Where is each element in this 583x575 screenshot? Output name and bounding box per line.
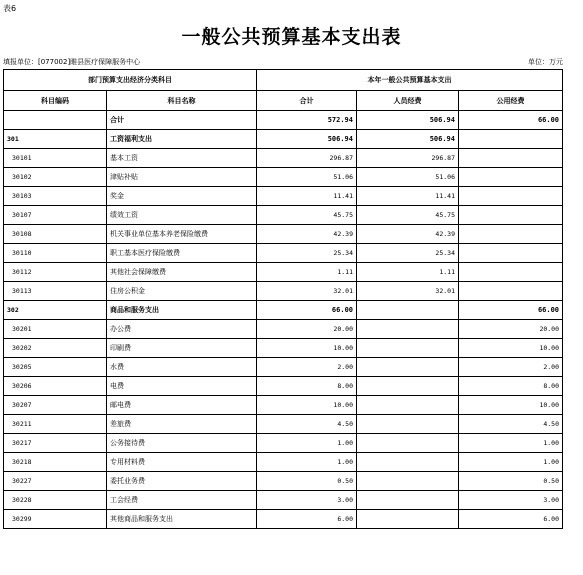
table-row	[4, 510, 563, 529]
row-name: 差旅费	[107, 415, 257, 434]
row-personnel	[357, 301, 459, 320]
row-code: 30299	[4, 510, 107, 529]
row-name: 机关事业单位基本养老保险缴费	[107, 225, 257, 244]
row-total: 20.00	[257, 320, 357, 339]
row-code: 30205	[4, 358, 107, 377]
table-row	[4, 377, 563, 396]
table-row	[4, 358, 563, 377]
row-total: 11.41	[257, 187, 357, 206]
row-total: 1.00	[257, 434, 357, 453]
row-total: 51.06	[257, 168, 357, 187]
total-row	[4, 111, 563, 130]
row-name: 工会经费	[107, 491, 257, 510]
row-public: 0.50	[459, 472, 563, 491]
table-row	[4, 149, 563, 168]
table-row	[4, 434, 563, 453]
row-code: 30107	[4, 206, 107, 225]
row-public: 8.00	[459, 377, 563, 396]
header-public: 公用经费	[459, 91, 563, 111]
sheet-label: 表6	[3, 4, 17, 13]
row-total: 1.11	[257, 263, 357, 282]
row-public: 20.00	[459, 320, 563, 339]
table-row	[4, 396, 563, 415]
row-name: 绩效工资	[107, 206, 257, 225]
header-name: 科目名称	[107, 91, 257, 111]
row-personnel	[357, 491, 459, 510]
row-public: 6.00	[459, 510, 563, 529]
table-row	[4, 263, 563, 282]
row-code: 30201	[4, 320, 107, 339]
row-code: 30211	[4, 415, 107, 434]
row-personnel: 51.06	[357, 168, 459, 187]
row-code: 30202	[4, 339, 107, 358]
row-code: 301	[4, 130, 107, 149]
row-personnel: 42.39	[357, 225, 459, 244]
row-total: 42.39	[257, 225, 357, 244]
row-name: 住房公积金	[107, 282, 257, 301]
table-row	[4, 168, 563, 187]
table-row	[4, 339, 563, 358]
table-row	[4, 225, 563, 244]
table-row	[4, 206, 563, 225]
table-row	[4, 415, 563, 434]
row-public: 1.00	[459, 453, 563, 472]
row-name: 职工基本医疗保险缴费	[107, 244, 257, 263]
row-code: 30103	[4, 187, 107, 206]
table-row	[4, 301, 563, 320]
row-public	[459, 282, 563, 301]
row-personnel	[357, 339, 459, 358]
row-personnel: 506.94	[357, 130, 459, 149]
header-row-group	[4, 70, 563, 91]
table-row	[4, 320, 563, 339]
row-name: 其他商品和服务支出	[107, 510, 257, 529]
row-name: 工资福利支出	[107, 130, 257, 149]
row-personnel: 25.34	[357, 244, 459, 263]
row-code: 302	[4, 301, 107, 320]
row-personnel: 296.87	[357, 149, 459, 168]
row-personnel	[357, 377, 459, 396]
row-personnel	[357, 358, 459, 377]
row-public: 10.00	[459, 339, 563, 358]
row-total: 6.00	[257, 510, 357, 529]
row-code: 30207	[4, 396, 107, 415]
currency-unit: 单位：万元	[528, 58, 563, 66]
table-row	[4, 130, 563, 149]
row-total: 0.50	[257, 472, 357, 491]
row-code: 30110	[4, 244, 107, 263]
row-total: 2.00	[257, 358, 357, 377]
row-personnel: 32.01	[357, 282, 459, 301]
row-personnel	[357, 415, 459, 434]
budget-table	[3, 69, 563, 529]
row-total: 10.00	[257, 339, 357, 358]
row-total: 45.75	[257, 206, 357, 225]
header-total: 合计	[257, 91, 357, 111]
row-code: 30217	[4, 434, 107, 453]
row-code: 30102	[4, 168, 107, 187]
row-public	[459, 225, 563, 244]
row-public	[459, 149, 563, 168]
row-personnel	[357, 510, 459, 529]
row-name: 专用材料费	[107, 453, 257, 472]
row-total: 10.00	[257, 396, 357, 415]
table-row	[4, 187, 563, 206]
row-personnel	[357, 453, 459, 472]
row-personnel	[357, 396, 459, 415]
header-basic-expenditure: 本年一般公共预算基本支出	[257, 70, 563, 91]
total-personnel: 506.94	[357, 111, 459, 130]
row-name: 其他社会保障缴费	[107, 263, 257, 282]
total-public: 66.00	[459, 111, 563, 130]
header-personnel: 人员经费	[357, 91, 459, 111]
row-name: 公务接待费	[107, 434, 257, 453]
row-public: 10.00	[459, 396, 563, 415]
row-public: 66.00	[459, 301, 563, 320]
row-personnel: 45.75	[357, 206, 459, 225]
row-public	[459, 263, 563, 282]
row-name: 商品和服务支出	[107, 301, 257, 320]
row-total: 1.00	[257, 453, 357, 472]
row-public	[459, 244, 563, 263]
row-code: 30218	[4, 453, 107, 472]
row-public: 4.50	[459, 415, 563, 434]
row-total: 25.34	[257, 244, 357, 263]
row-code: 30108	[4, 225, 107, 244]
row-public	[459, 168, 563, 187]
row-personnel	[357, 434, 459, 453]
table-row	[4, 453, 563, 472]
row-public: 2.00	[459, 358, 563, 377]
row-code: 30228	[4, 491, 107, 510]
row-total: 66.00	[257, 301, 357, 320]
header-code: 科目编码	[4, 91, 107, 111]
row-personnel: 11.41	[357, 187, 459, 206]
table-row	[4, 282, 563, 301]
row-name: 基本工资	[107, 149, 257, 168]
row-personnel	[357, 320, 459, 339]
row-name: 奖金	[107, 187, 257, 206]
row-name: 委托业务费	[107, 472, 257, 491]
total-code	[4, 111, 107, 130]
row-name: 印刷费	[107, 339, 257, 358]
row-total: 3.00	[257, 491, 357, 510]
row-code: 30227	[4, 472, 107, 491]
row-name: 电费	[107, 377, 257, 396]
table-row	[4, 491, 563, 510]
row-personnel: 1.11	[357, 263, 459, 282]
row-public: 3.00	[459, 491, 563, 510]
row-name: 津贴补贴	[107, 168, 257, 187]
row-name: 办公费	[107, 320, 257, 339]
row-name: 水费	[107, 358, 257, 377]
total-amount: 572.94	[257, 111, 357, 130]
row-public	[459, 187, 563, 206]
page-title: 一般公共预算基本支出表	[181, 26, 402, 48]
row-total: 8.00	[257, 377, 357, 396]
row-code: 30101	[4, 149, 107, 168]
table-row	[4, 472, 563, 491]
row-total: 4.50	[257, 415, 357, 434]
total-label: 合计	[107, 111, 257, 130]
row-code: 30112	[4, 263, 107, 282]
row-public	[459, 206, 563, 225]
row-personnel	[357, 472, 459, 491]
row-total: 296.87	[257, 149, 357, 168]
reporting-unit: 填报单位：[077002]睢县医疗保障服务中心	[3, 58, 141, 66]
header-economic-classification: 部门预算支出经济分类科目	[4, 70, 257, 91]
table-row	[4, 244, 563, 263]
row-public	[459, 130, 563, 149]
row-code: 30113	[4, 282, 107, 301]
header-row-columns	[4, 91, 563, 111]
row-public: 1.00	[459, 434, 563, 453]
row-total: 506.94	[257, 130, 357, 149]
row-name: 邮电费	[107, 396, 257, 415]
row-code: 30206	[4, 377, 107, 396]
row-total: 32.01	[257, 282, 357, 301]
